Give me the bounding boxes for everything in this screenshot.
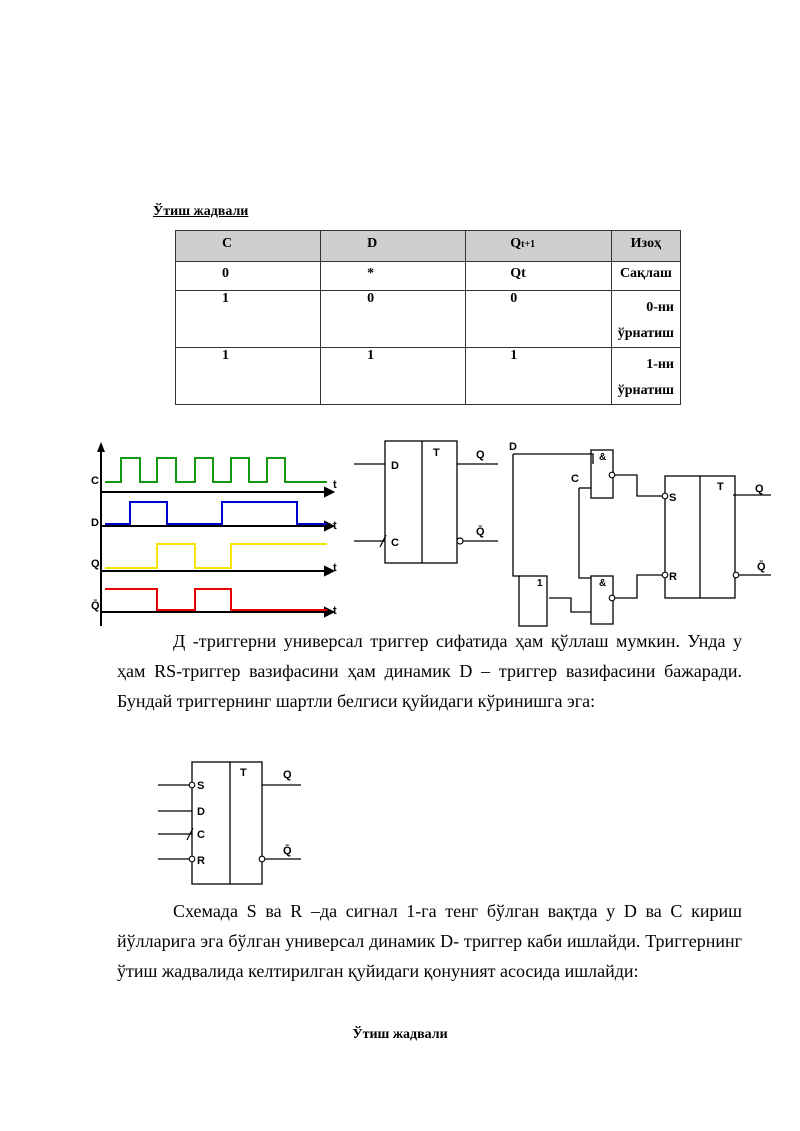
- and-symbol: &: [599, 452, 607, 463]
- pin-q: Q: [476, 449, 485, 461]
- label-d: D: [91, 517, 99, 529]
- inversion-circle: [609, 472, 615, 478]
- timing-diagram: [85, 440, 345, 630]
- note-bottom: ўрнатиш: [617, 383, 674, 398]
- paragraph-1-text: Д -триггерни универсал триггер сифатида ҳам қўллаш мумкин. Унда у ҳам RS-триггер вазифасини ҳам динамик D – триггер вазифасини бажаради. Бундай триггернинг шартли белгиси қуйидаги кўринишга эга:: [117, 631, 742, 711]
- header-q-main: Q: [510, 236, 522, 251]
- d-waveform: [105, 502, 327, 524]
- pin-t: T: [717, 481, 724, 493]
- pin-qbar: Q̄: [476, 526, 485, 538]
- label-qbar: Q̄: [91, 600, 100, 612]
- header-c: C: [176, 231, 321, 262]
- timing-axes: [101, 488, 333, 616]
- cell-d: 1: [321, 348, 466, 405]
- pin-s: S: [669, 492, 677, 504]
- inversion-circle: [259, 856, 265, 862]
- cell-q: 1: [466, 348, 612, 405]
- not-gate: [519, 576, 547, 626]
- pin-d: D: [197, 806, 205, 818]
- inversion-circle: [662, 572, 668, 578]
- axis-t: t: [333, 479, 337, 491]
- axis-t: t: [333, 605, 337, 617]
- paragraph-2-text: Схемада S ва R –да сигнал 1-га тенг бўлган вақтда у D ва С кириш йўлларига эга бўлган универсал динамик D- триггер каби ишлайди. Триггернинг ўтиш жадвалида келтирилган қуйидаги қонуният асосида ишлайди:: [117, 901, 742, 981]
- inversion-circle: [733, 572, 739, 578]
- table-row: [176, 348, 681, 405]
- cell-c: 0: [176, 262, 321, 291]
- table-row: [176, 291, 681, 348]
- pin-s: S: [197, 780, 205, 792]
- cell-d: 0: [321, 291, 466, 348]
- note-bottom: ўрнатиш: [617, 326, 674, 341]
- axis-t: t: [333, 520, 337, 532]
- label-c: C: [571, 473, 579, 485]
- cell-c: 1: [176, 348, 321, 405]
- pin-qbar: Q̄: [283, 845, 292, 857]
- cell-note: [611, 348, 680, 405]
- transition-table: [175, 230, 681, 405]
- paragraph-1: [117, 626, 742, 716]
- cell-d: *: [321, 262, 466, 291]
- inversion-circle: [189, 856, 195, 862]
- universal-trigger-block: [155, 758, 305, 888]
- table-header-row: [176, 231, 681, 262]
- pin-qbar: Q̄: [757, 561, 766, 573]
- not-symbol: 1: [537, 578, 543, 589]
- table-caption: Ўтиш жадвали: [153, 204, 249, 219]
- pin-r: R: [197, 855, 205, 867]
- qbar-waveform: [105, 589, 327, 610]
- note-top: 1-ни: [646, 357, 674, 372]
- inversion-circle: [662, 493, 668, 499]
- cell-note: Сақлаш: [611, 262, 680, 291]
- axis-t: t: [333, 562, 337, 574]
- header-q: [466, 231, 612, 262]
- circuit-wires: [513, 454, 771, 612]
- table-row: [176, 262, 681, 291]
- and-symbol: &: [599, 578, 607, 589]
- cell-q: 0: [466, 291, 612, 348]
- pin-c: C: [197, 829, 205, 841]
- pin-q: Q: [283, 769, 292, 781]
- cell-q: Qt: [466, 262, 612, 291]
- paragraph-2: [117, 896, 742, 986]
- label-d: D: [509, 441, 517, 453]
- logic-circuit: [505, 438, 775, 628]
- pin-q: Q: [755, 483, 764, 495]
- inversion-circle: [609, 595, 615, 601]
- header-q-sub: t+1: [521, 239, 536, 250]
- inversion-circle: [189, 782, 195, 788]
- cell-c: 1: [176, 291, 321, 348]
- d-trigger-block: [350, 435, 505, 570]
- pin-d: D: [391, 460, 399, 472]
- header-note: Изоҳ: [611, 231, 680, 262]
- cell-note: [611, 291, 680, 348]
- pin-t: T: [240, 767, 247, 779]
- header-d: D: [321, 231, 466, 262]
- label-q: Q: [91, 558, 100, 570]
- timing-axis-arrow: [97, 442, 105, 452]
- q-waveform: [105, 544, 327, 568]
- note-top: 0-ни: [646, 300, 674, 315]
- table-caption-2: Ўтиш жадвали: [352, 1027, 448, 1042]
- clock-waveform: [105, 458, 327, 482]
- pin-r: R: [669, 571, 677, 583]
- pin-t: T: [433, 447, 440, 459]
- inversion-circle: [457, 538, 463, 544]
- pin-c: C: [391, 537, 399, 549]
- label-c: C: [91, 475, 99, 487]
